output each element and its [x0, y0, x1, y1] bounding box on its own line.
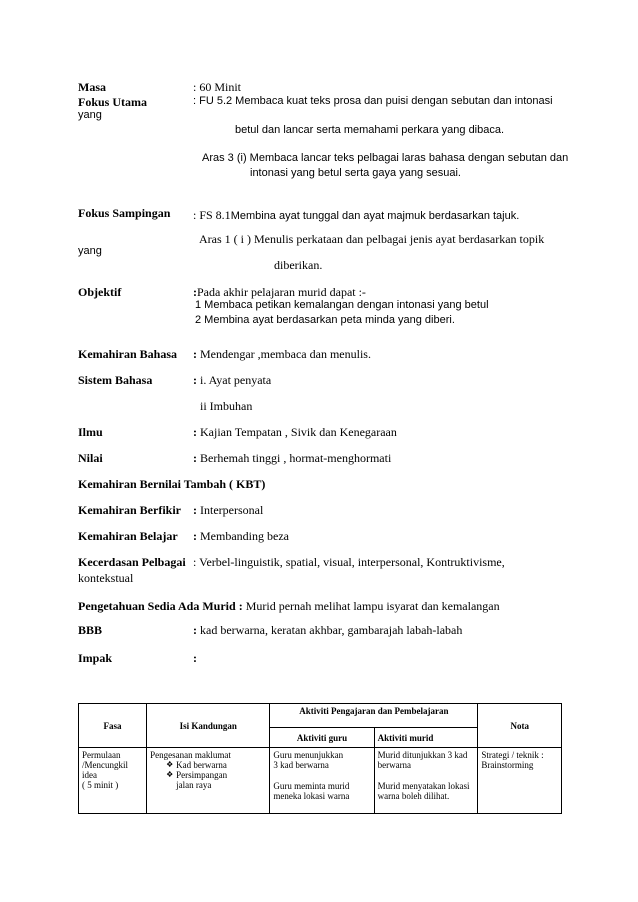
- kecerdasan-label-cont: kontekstual: [78, 571, 134, 585]
- fokus-sampingan-label-cont: yang: [78, 245, 102, 257]
- murid-spacer: [378, 770, 475, 781]
- kemahiran-berfikir-value: : Interpersonal: [193, 503, 264, 517]
- kemahiran-belajar-value: : Membanding beza: [193, 529, 289, 543]
- objektif-intro: :Pada akhir pelajaran murid dapat :-: [193, 285, 366, 299]
- header-nota: Nota: [478, 704, 562, 748]
- table-row: [79, 748, 562, 814]
- kemahiran-berfikir-label: Kemahiran Berfikir: [78, 503, 181, 517]
- bbb-text: kad berwarna, keratan akhbar, gambarajah labah-labah: [200, 623, 463, 637]
- pengetahuan-label: Pengetahuan Sedia Ada Murid :: [78, 599, 243, 613]
- objektif-item-1: 1 Membaca petikan kemalangan dengan intonasi yang betul: [195, 299, 489, 311]
- lesson-table: [78, 703, 562, 814]
- masa-label: Masa: [78, 80, 106, 94]
- nilai-label: Nilai: [78, 451, 103, 465]
- impak-label: Impak: [78, 651, 113, 665]
- guru-line: Guru meminta murid: [273, 781, 350, 791]
- nilai-text: Berhemah tinggi , hormat-menghormati: [200, 451, 392, 465]
- guru-spacer: [273, 770, 370, 781]
- fokus-sampingan-value: [193, 206, 519, 224]
- cell-nota: [478, 748, 562, 814]
- fokus-utama-label: Fokus Utama: [78, 95, 148, 109]
- guru-line: 3 kad berwarna: [273, 760, 329, 770]
- cell-aktiviti-guru: [270, 748, 374, 814]
- isi-item: [164, 760, 266, 770]
- fokus-sampingan-code: : FS 8.1: [193, 208, 231, 222]
- kbt-heading: Kemahiran Bernilai Tambah ( KBT): [78, 477, 266, 491]
- sistem-bahasa-item-1-text: i. Ayat penyata: [200, 373, 272, 387]
- nota-line: Brainstorming: [481, 760, 534, 770]
- cell-fasa: [79, 748, 147, 814]
- sistem-bahasa-item-2: ii Imbuhan: [200, 399, 253, 413]
- pengetahuan-row: [78, 597, 500, 615]
- kemahiran-bahasa-label: Kemahiran Bahasa: [78, 347, 178, 361]
- kemahiran-bahasa-text: Mendengar ,membaca dan menulis.: [200, 347, 371, 361]
- ilmu-value: : Kajian Tempatan , Sivik dan Kenegaraan: [193, 425, 397, 439]
- fokus-utama-aras-line1: Aras 3 (i) Membaca lancar teks pelbagai laras bahasa dengan sebutan dan: [202, 152, 569, 164]
- kecerdasan-value: : Verbel-linguistik, spatial, visual, interpersonal, Kontruktivisme,: [193, 555, 505, 569]
- fokus-sampingan-text: Membina ayat tunggal dan ayat majmuk berdasarkan tajuk.: [230, 210, 520, 222]
- diamond-bullet-icon: ❖: [166, 760, 174, 769]
- kemahiran-berfikir-text: Interpersonal: [200, 503, 264, 517]
- murid-line: warna boleh dilihat.: [377, 791, 450, 801]
- isi-title: Pengesanan maklumat: [150, 750, 231, 760]
- header-aktiviti-murid: Aktiviti murid: [374, 728, 478, 748]
- sistem-bahasa-item-1: : i. Ayat penyata: [193, 373, 272, 387]
- kemahiran-belajar-label: Kemahiran Belajar: [78, 529, 178, 543]
- fasa-line: ( 5 minit ): [82, 780, 119, 790]
- fokus-sampingan-aras-line1: Aras 1 ( i ) Menulis perkataan dan pelbagai jenis ayat berdasarkan topik: [199, 232, 545, 246]
- ilmu-label: Ilmu: [78, 425, 103, 439]
- objektif-label: Objektif: [78, 285, 122, 299]
- kemahiran-bahasa-value: : Mendengar ,membaca dan menulis.: [193, 347, 371, 361]
- isi-item-text: Kad berwarna: [176, 760, 227, 770]
- masa-value: : 60 Minit: [193, 80, 242, 94]
- sistem-bahasa-label: Sistem Bahasa: [78, 373, 153, 387]
- fokus-utama-value-line2: betul dan lancar serta memahami perkara yang dibaca.: [235, 124, 505, 136]
- nilai-value: : Berhemah tinggi , hormat-menghormati: [193, 451, 392, 465]
- header-aktiviti-guru: Aktiviti guru: [270, 728, 374, 748]
- fokus-utama-aras-line2: intonasi yang betul serta gaya yang sesuai.: [250, 167, 461, 179]
- fasa-line: /Mencungkil: [82, 760, 128, 770]
- nota-line: Strategi / teknik :: [481, 750, 544, 760]
- guru-line: Guru menunjukkan: [273, 750, 344, 760]
- bbb-value: : kad berwarna, keratan akhbar, gambarajah labah-labah: [193, 623, 463, 637]
- fasa-line: Permulaan: [82, 750, 121, 760]
- murid-line: Murid ditunjukkan 3 kad: [377, 750, 468, 760]
- murid-line: berwarna: [377, 760, 412, 770]
- cell-aktiviti-murid: [374, 748, 478, 814]
- murid-line: Murid menyatakan lokasi: [377, 781, 470, 791]
- isi-item-text: Persimpangan jalan raya: [176, 770, 228, 790]
- objektif-intro-text: Pada akhir pelajaran murid dapat :-: [197, 285, 366, 299]
- impak-value: :: [193, 651, 197, 665]
- pengetahuan-value: Murid pernah melihat lampu isyarat dan kemalangan: [242, 599, 500, 613]
- header-fasa: Fasa: [79, 704, 147, 748]
- fokus-sampingan-label: Fokus Sampingan: [78, 206, 171, 220]
- fokus-sampingan-aras-line2: diberikan.: [274, 258, 323, 272]
- header-aktiviti: Aktiviti Pengajaran dan Pembelajaran: [270, 704, 478, 728]
- guru-line: meneka lokasi warna: [273, 791, 350, 801]
- isi-item: [164, 770, 238, 790]
- fasa-line: idea: [82, 770, 97, 780]
- fokus-utama-value: : FU 5.2 Membaca kuat teks prosa dan puisi dengan sebutan dan intonasi: [193, 95, 553, 107]
- fokus-utama-label-cont: yang: [78, 109, 102, 121]
- kemahiran-belajar-text: Membanding beza: [200, 529, 289, 543]
- bbb-label: BBB: [78, 623, 103, 637]
- objektif-item-2: 2 Membina ayat berdasarkan peta minda yang diberi.: [195, 314, 455, 326]
- header-isi-kandungan: Isi Kandungan: [147, 704, 270, 748]
- cell-isi: [147, 748, 270, 814]
- diamond-bullet-icon: ❖: [166, 770, 174, 779]
- ilmu-text: Kajian Tempatan , Sivik dan Kenegaraan: [200, 425, 397, 439]
- kecerdasan-label: Kecerdasan Pelbagai: [78, 555, 186, 569]
